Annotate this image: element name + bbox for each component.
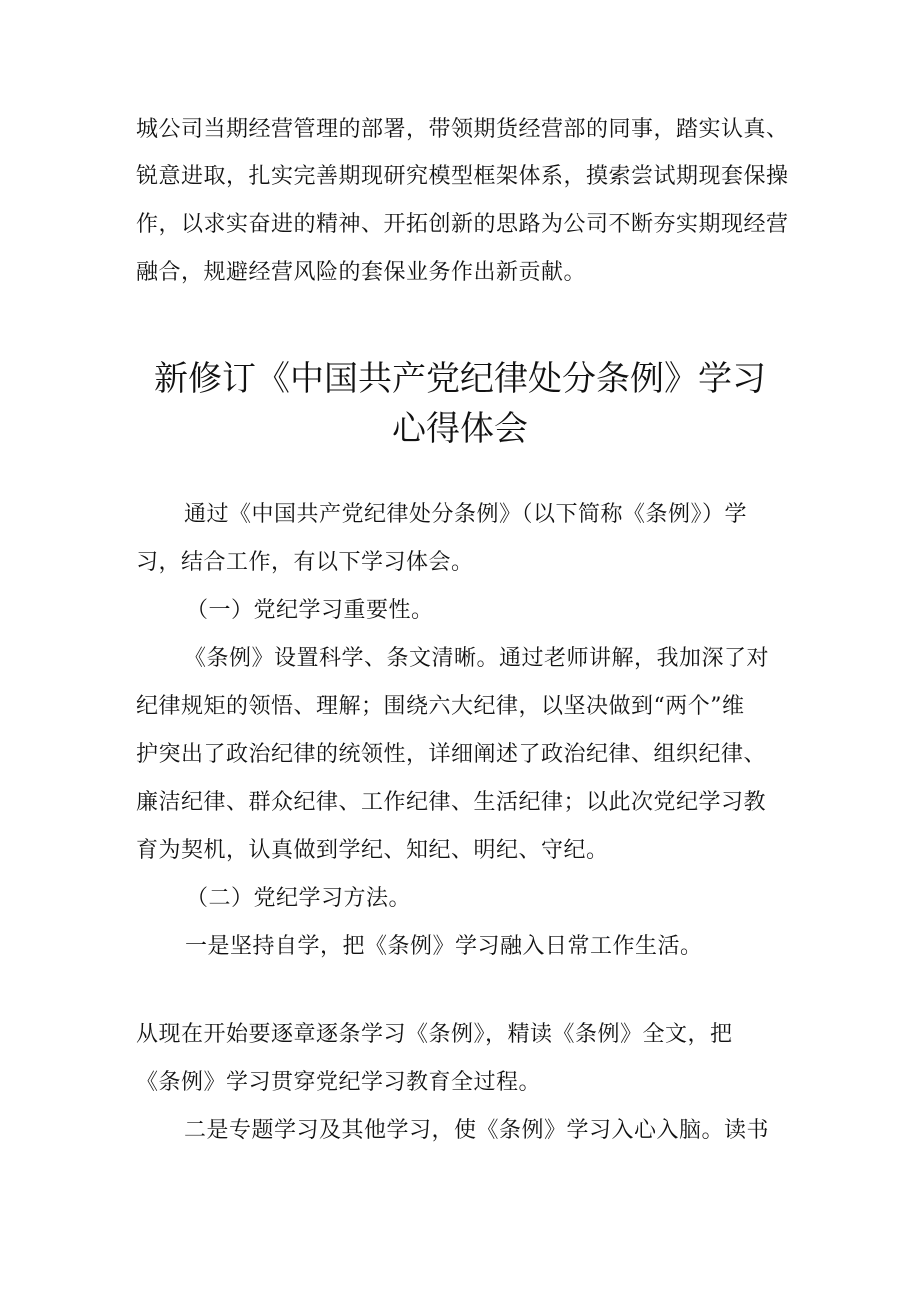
- paragraph-line: 习，结合工作，有以下学习体会。: [136, 550, 474, 575]
- paragraph-line: 《条例》设置科学、条文清晰。通过老师讲解，我加深了对: [184, 646, 770, 671]
- section-heading-2: （二）党纪学习方法。: [186, 886, 412, 911]
- paragraph-line: 纪律规矩的领悟、理解；围绕六大纪律，以坚决做到“两个”维: [136, 694, 745, 719]
- paragraph-line: 护突出了政治纪律的统领性，详细阐述了政治纪律、组织纪律、: [136, 742, 767, 767]
- paragraph-line: 育为契机，认真做到学纪、知纪、明纪、守纪。: [136, 838, 609, 863]
- paragraph-line: 《条例》学习贯穿党纪学习教育全过程。: [136, 1070, 542, 1095]
- document-title-line1: 新修订《中国共产党纪律处分条例》学习: [154, 359, 766, 399]
- paragraph-line: 二是专题学习及其他学习，使《条例》学习入心入脑。读书: [184, 1118, 770, 1143]
- paragraph-line: 一是坚持自学，把《条例》学习融入日常工作生活。: [185, 934, 703, 959]
- document-title-line2: 心得体会: [392, 409, 528, 449]
- paragraph-line: 廉洁纪律、群众纪律、工作纪律、生活纪律；以此次党纪学习教: [136, 790, 767, 815]
- paragraph-line: 城公司当期经营管理的部署，带领期货经营部的同事，踏实认真、: [136, 117, 789, 142]
- paragraph-line: 锐意进取，扎实完善期现研究模型框架体系，摸索尝试期现套保操: [136, 164, 789, 189]
- paragraph-line: 融合，规避经营风险的套保业务作出新贡献。: [136, 260, 587, 285]
- paragraph-line: 作，以求实奋进的精神、开拓创新的思路为公司不断夯实期现经营: [136, 212, 789, 237]
- section-heading-1: （一）党纪学习重要性。: [186, 598, 434, 623]
- paragraph-line: 通过《中国共产党纪律处分条例》（以下简称《条例》）学: [184, 502, 748, 527]
- paragraph-line: 从现在开始要逐章逐条学习《条例》，精读《条例》全文，把: [136, 1022, 733, 1047]
